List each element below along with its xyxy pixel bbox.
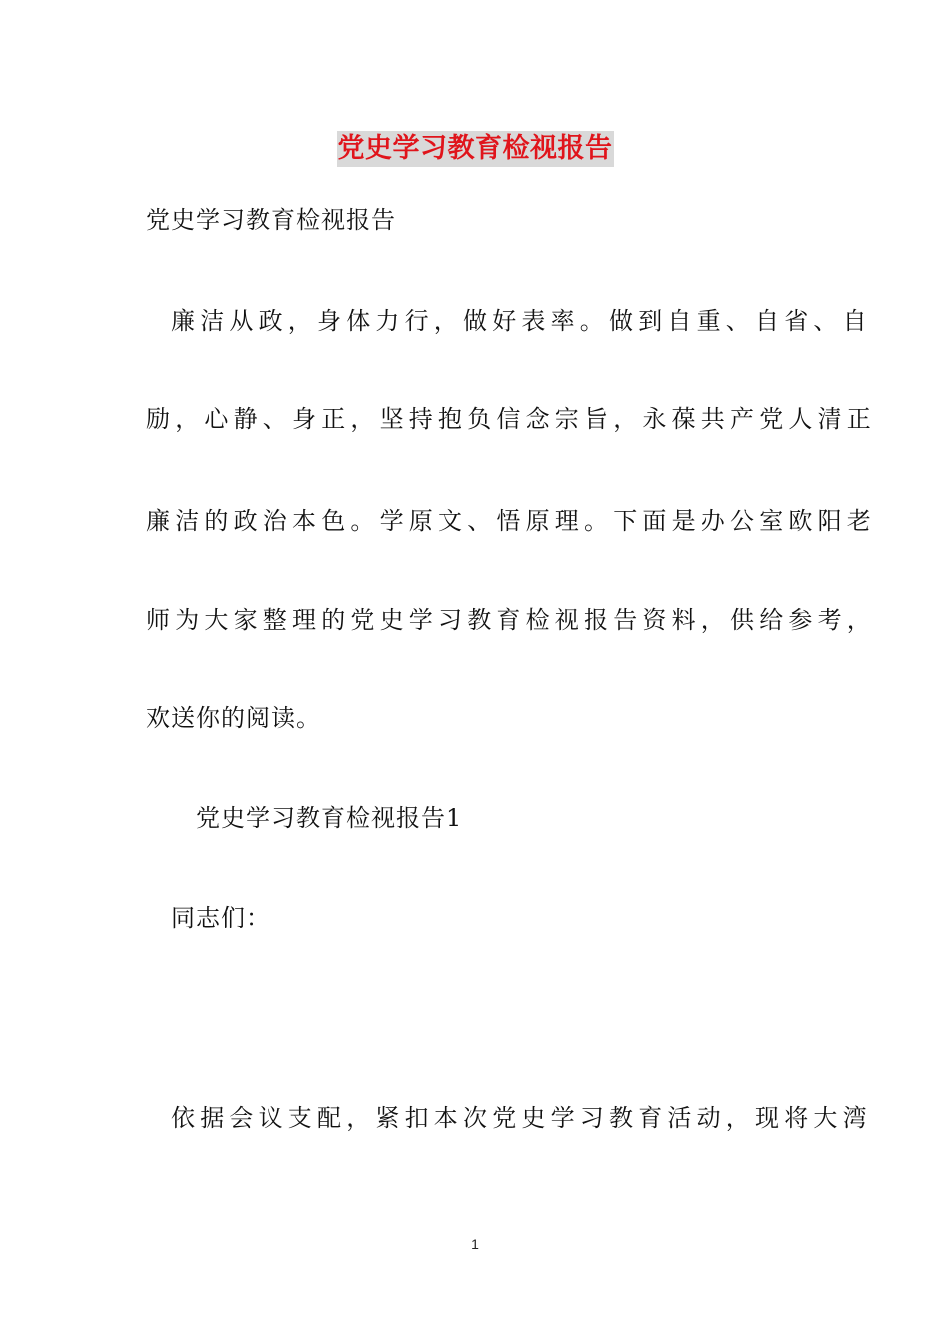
paragraph-line-2: 励，心静、身正，坚持抱负信念宗旨，永葆共产党人清正: [146, 405, 876, 433]
subtitle-line: 党史学习教育检视报告: [146, 206, 396, 234]
paragraph-line-1: 廉洁从政，身体力行，做好表率。做到自重、自省、自: [171, 307, 872, 335]
paragraph-line-6: 依据会议支配，紧扣本次党史学习教育活动，现将大湾: [171, 1104, 872, 1132]
page-number: 1: [471, 1236, 479, 1252]
paragraph-line-3: 廉洁的政治本色。学原文、悟原理。下面是办公室欧阳老: [146, 507, 876, 535]
document-title: 党史学习教育检视报告: [337, 131, 614, 167]
paragraph-line-5: 欢送你的阅读。: [146, 704, 321, 732]
title-container: [0, 131, 950, 167]
section-heading: 党史学习教育检视报告1: [196, 804, 463, 832]
salutation: 同志们：: [171, 904, 271, 932]
paragraph-line-4: 师为大家整理的党史学习教育检视报告资料，供给参考，: [146, 606, 876, 634]
